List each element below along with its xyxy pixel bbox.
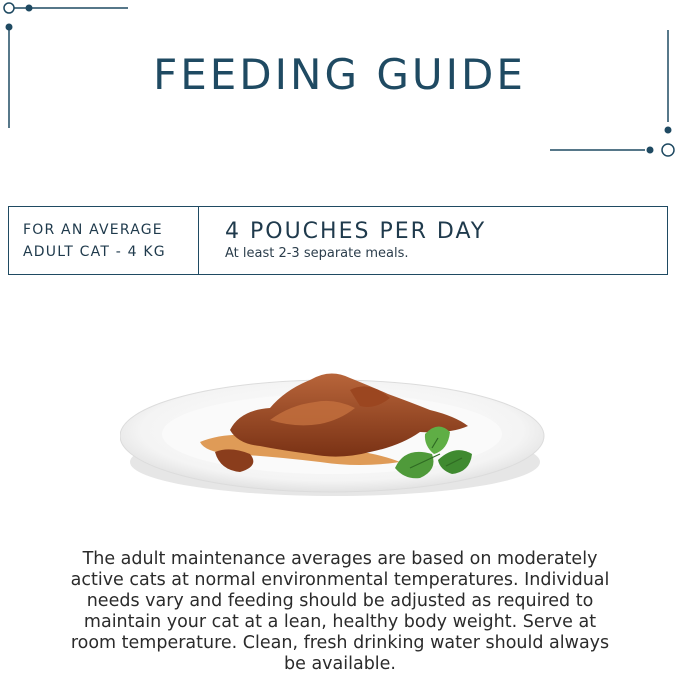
page-title: FEEDING GUIDE — [153, 50, 526, 99]
meals-note: At least 2-3 separate meals. — [225, 245, 409, 261]
feeding-guide-box — [8, 206, 668, 275]
feeding-description: The adult maintenance averages are based on moderately active cats at normal environmental temperatures. Individual needs vary and feeding should be adjusted as required to maintain your cat at a lean, healthy body weight. Serve at room temperature. Clean, fresh drinking water should always be available. — [70, 549, 610, 674]
cat-weight-line-1: FOR AN AVERAGE — [23, 221, 163, 238]
cat-weight-label — [9, 207, 199, 274]
feeding-amount — [199, 207, 667, 274]
plate-with-food-image — [120, 350, 560, 510]
cat-weight-line-2: ADULT CAT - 4 KG — [23, 243, 166, 260]
pouches-per-day: 4 POUCHES PER DAY — [225, 218, 487, 244]
